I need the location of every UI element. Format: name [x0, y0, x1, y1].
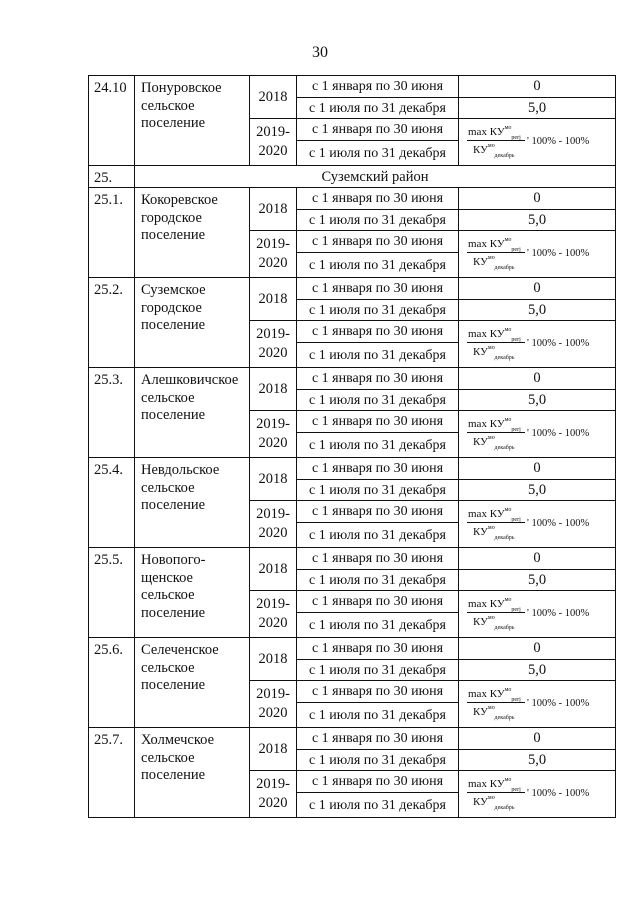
- ratio-formula: [459, 594, 615, 634]
- period-second-half: с 1 июля по 31 декабря: [297, 793, 459, 818]
- settlement-name-line: городское: [141, 299, 202, 316]
- page-number: 30: [312, 44, 328, 61]
- settlement-name-line: поселение: [141, 767, 206, 783]
- value-zero: 0: [459, 638, 616, 660]
- formula-max: max: [468, 418, 487, 430]
- formula-ku: КУ: [489, 778, 505, 790]
- year-end: 2020: [258, 525, 288, 541]
- row-number: 25.3.: [89, 368, 135, 458]
- settlement-name: [135, 188, 250, 278]
- settlement-name-line: сельское: [141, 749, 195, 766]
- row-number: 24.10: [89, 76, 135, 166]
- district-number: 25.: [89, 166, 135, 188]
- settlement-name-line: сельское: [141, 97, 195, 114]
- formula-cell: [459, 231, 616, 278]
- formula-ku: КУ: [473, 796, 488, 808]
- row-number: 25.2.: [89, 278, 135, 368]
- tariff-table: [88, 75, 616, 818]
- row-number: 25.6.: [89, 638, 135, 728]
- formula-sup: мо: [504, 417, 512, 423]
- formula-sup: мо: [487, 435, 495, 441]
- settlement-name: [135, 728, 250, 818]
- year-2018: 2018: [250, 638, 297, 681]
- formula-denominator: [473, 704, 515, 723]
- settlement-name-line: поселение: [141, 604, 206, 621]
- period-second-half: с 1 июля по 31 декабря: [297, 433, 459, 458]
- formula-denominator: [473, 344, 515, 363]
- period-second-half: с 1 июля по 31 декабря: [297, 210, 459, 231]
- formula-cell: [459, 771, 616, 818]
- fraction-bar: [467, 342, 525, 343]
- year-start: 2019-: [256, 776, 290, 792]
- settlement-name-line: поселение: [141, 677, 206, 693]
- settlement-name: [135, 458, 250, 548]
- value-zero: 0: [459, 368, 616, 390]
- period-first-half: с 1 января по 30 июня: [297, 681, 459, 703]
- period-second-half: с 1 июля по 31 декабря: [297, 703, 459, 728]
- year-range: [250, 505, 296, 543]
- year-2019-2020: [250, 771, 297, 818]
- period-second-half: с 1 июля по 31 декабря: [297, 98, 459, 119]
- formula-tail: ' 100% - 100%: [527, 338, 590, 349]
- formula-sub: декабрь: [494, 355, 515, 361]
- formula-sub: декабрь: [494, 625, 515, 631]
- year-end: 2020: [258, 345, 288, 361]
- formula-cell: [459, 119, 616, 166]
- ratio-formula: [459, 414, 615, 454]
- year-2018: 2018: [250, 76, 297, 119]
- settlement-name-line: сельское: [141, 659, 195, 676]
- period-first-half: с 1 января по 30 июня: [297, 76, 459, 98]
- year-end: 2020: [258, 435, 288, 451]
- row-number: 25.7.: [89, 728, 135, 818]
- fraction-bar: [467, 612, 525, 613]
- table-row: [89, 548, 616, 570]
- formula-max: max: [468, 688, 487, 700]
- period-second-half: с 1 июля по 31 декабря: [297, 750, 459, 771]
- formula-denominator: [473, 254, 515, 273]
- year-2018: 2018: [250, 458, 297, 501]
- period-first-half: с 1 января по 30 июня: [297, 501, 459, 523]
- table-row: [89, 278, 616, 300]
- fraction-bar: [467, 702, 525, 703]
- formula-denominator: [473, 524, 515, 543]
- year-2018: 2018: [250, 548, 297, 591]
- value-zero: 0: [459, 76, 616, 98]
- period-first-half: с 1 января по 30 июня: [297, 458, 459, 480]
- district-name: Суземский район: [135, 166, 616, 188]
- year-2018: 2018: [250, 728, 297, 771]
- table-row: [89, 458, 616, 480]
- value-five: 5,0: [459, 750, 616, 771]
- year-start: 2019-: [256, 326, 290, 342]
- year-range: [250, 415, 296, 453]
- formula-max: max: [468, 598, 487, 610]
- fraction-bar: [467, 252, 525, 253]
- formula-max: max: [468, 778, 487, 790]
- period-first-half: с 1 января по 30 июня: [297, 321, 459, 343]
- settlement-name-line: сельское: [141, 479, 195, 496]
- table-body: [89, 76, 616, 818]
- year-range: [250, 775, 296, 813]
- formula-max: max: [468, 238, 487, 250]
- table-row: [89, 76, 616, 98]
- period-second-half: с 1 июля по 31 декабря: [297, 480, 459, 501]
- formula-sub: реrj: [511, 337, 521, 343]
- year-2019-2020: [250, 411, 297, 458]
- formula-sub: реrj: [511, 427, 521, 433]
- period-second-half: с 1 июля по 31 декабря: [297, 343, 459, 368]
- year-start: 2019-: [256, 236, 290, 252]
- formula-tail: ' 100% - 100%: [527, 518, 590, 529]
- year-start: 2019-: [256, 124, 290, 140]
- formula-ku: КУ: [489, 688, 505, 700]
- ratio-formula: [459, 774, 615, 814]
- year-2018: 2018: [250, 188, 297, 231]
- year-2019-2020: [250, 321, 297, 368]
- formula-tail: ' 100% - 100%: [527, 788, 590, 799]
- ratio-formula: [459, 122, 615, 162]
- settlement-name: [135, 638, 250, 728]
- settlement-name-line: Понуровское: [141, 80, 222, 96]
- formula-ku: КУ: [489, 238, 505, 250]
- value-five: 5,0: [459, 390, 616, 411]
- formula-denominator: [473, 142, 515, 161]
- formula-ku: КУ: [473, 526, 488, 538]
- formula-max: max: [468, 508, 487, 520]
- formula-cell: [459, 411, 616, 458]
- formula-max: max: [468, 328, 487, 340]
- settlement-name-line: Кокоревское: [141, 192, 218, 208]
- year-start: 2019-: [256, 506, 290, 522]
- ratio-formula: [459, 504, 615, 544]
- formula-sup: мо: [487, 615, 495, 621]
- formula-tail: ' 100% - 100%: [527, 136, 590, 147]
- formula-sup: мо: [487, 795, 495, 801]
- formula-sub: реrj: [511, 697, 521, 703]
- district-row: [89, 166, 616, 188]
- formula-sub: декабрь: [494, 445, 515, 451]
- period-first-half: с 1 января по 30 июня: [297, 548, 459, 570]
- period-second-half: с 1 июля по 31 декабря: [297, 660, 459, 681]
- formula-tail: ' 100% - 100%: [527, 428, 590, 439]
- formula-sub: декабрь: [494, 715, 515, 721]
- formula-max: max: [468, 126, 487, 138]
- formula-sup: мо: [504, 327, 512, 333]
- formula-sup: мо: [487, 143, 495, 149]
- table-row: [89, 368, 616, 390]
- settlement-name: [135, 76, 250, 166]
- value-zero: 0: [459, 548, 616, 570]
- formula-sup: мо: [504, 237, 512, 243]
- formula-sub: декабрь: [494, 153, 515, 159]
- formula-sub: реrj: [511, 787, 521, 793]
- year-range: [250, 325, 296, 363]
- formula-ku: КУ: [489, 508, 505, 520]
- settlement-name-line: поселение: [141, 407, 206, 423]
- formula-ku: КУ: [473, 256, 488, 268]
- settlement-name: [135, 278, 250, 368]
- year-range: [250, 685, 296, 723]
- formula-sub: декабрь: [494, 805, 515, 811]
- formula-sub: декабрь: [494, 535, 515, 541]
- formula-ku: КУ: [489, 598, 505, 610]
- table-row: [89, 728, 616, 750]
- year-2018: 2018: [250, 278, 297, 321]
- period-first-half: с 1 января по 30 июня: [297, 119, 459, 141]
- fraction-bar: [467, 432, 525, 433]
- formula-sup: мо: [504, 125, 512, 131]
- formula-denominator: [473, 794, 515, 813]
- formula-ku: КУ: [473, 706, 488, 718]
- value-five: 5,0: [459, 660, 616, 681]
- formula-sub: реrj: [511, 517, 521, 523]
- formula-ku: КУ: [473, 436, 488, 448]
- year-end: 2020: [258, 795, 288, 811]
- settlement-name-line: щенское: [141, 569, 193, 586]
- settlement-name-line: Невдольское: [141, 462, 220, 478]
- year-start: 2019-: [256, 596, 290, 612]
- settlement-name-line: поселение: [141, 115, 206, 131]
- formula-cell: [459, 321, 616, 368]
- period-second-half: с 1 июля по 31 декабря: [297, 390, 459, 411]
- period-first-half: с 1 января по 30 июня: [297, 278, 459, 300]
- settlement-name-line: сельское: [141, 389, 195, 406]
- formula-sub: реrj: [511, 607, 521, 613]
- year-2018: 2018: [250, 368, 297, 411]
- formula-tail: ' 100% - 100%: [527, 698, 590, 709]
- formula-sub: реrj: [511, 247, 521, 253]
- formula-sup: мо: [504, 507, 512, 513]
- ratio-formula: [459, 234, 615, 274]
- formula-sup: мо: [504, 597, 512, 603]
- period-first-half: с 1 января по 30 июня: [297, 771, 459, 793]
- formula-tail: ' 100% - 100%: [527, 608, 590, 619]
- formula-ku: КУ: [489, 126, 505, 138]
- year-start: 2019-: [256, 416, 290, 432]
- formula-ku: КУ: [489, 418, 505, 430]
- year-start: 2019-: [256, 686, 290, 702]
- formula-denominator: [473, 434, 515, 453]
- value-zero: 0: [459, 458, 616, 480]
- formula-ku: КУ: [473, 144, 488, 156]
- value-zero: 0: [459, 188, 616, 210]
- period-second-half: с 1 июля по 31 декабря: [297, 523, 459, 548]
- fraction-bar: [467, 140, 525, 141]
- year-2019-2020: [250, 591, 297, 638]
- value-zero: 0: [459, 728, 616, 750]
- ratio-formula: [459, 684, 615, 724]
- formula-sub: декабрь: [494, 265, 515, 271]
- formula-sup: мо: [487, 345, 495, 351]
- period-first-half: с 1 января по 30 июня: [297, 411, 459, 433]
- period-second-half: с 1 июля по 31 декабря: [297, 613, 459, 638]
- settlement-name-line: городское: [141, 209, 202, 226]
- settlement-name-line: сельское: [141, 587, 195, 603]
- formula-tail: ' 100% - 100%: [527, 248, 590, 259]
- year-range: [250, 123, 296, 161]
- period-second-half: с 1 июля по 31 декабря: [297, 300, 459, 321]
- settlement-name-line: Новопого-: [141, 552, 206, 568]
- formula-cell: [459, 681, 616, 728]
- value-five: 5,0: [459, 300, 616, 321]
- settlement-name-line: Селеченское: [141, 642, 219, 658]
- formula-cell: [459, 591, 616, 638]
- year-2019-2020: [250, 681, 297, 728]
- period-first-half: с 1 января по 30 июня: [297, 368, 459, 390]
- value-zero: 0: [459, 278, 616, 300]
- settlement-name-line: Холмечское: [141, 732, 215, 748]
- table-row: [89, 188, 616, 210]
- settlement-name: [135, 548, 250, 638]
- period-first-half: с 1 января по 30 июня: [297, 231, 459, 253]
- period-second-half: с 1 июля по 31 декабря: [297, 253, 459, 278]
- year-2019-2020: [250, 231, 297, 278]
- year-2019-2020: [250, 119, 297, 166]
- settlement-name-line: Алешковичское: [141, 372, 239, 388]
- year-range: [250, 235, 296, 273]
- formula-sup: мо: [504, 687, 512, 693]
- year-end: 2020: [258, 705, 288, 721]
- value-five: 5,0: [459, 480, 616, 501]
- row-number: 25.1.: [89, 188, 135, 278]
- year-range: [250, 595, 296, 633]
- value-five: 5,0: [459, 570, 616, 591]
- formula-sup: мо: [487, 705, 495, 711]
- formula-ku: КУ: [473, 346, 488, 358]
- year-end: 2020: [258, 255, 288, 271]
- formula-ku: КУ: [473, 616, 488, 628]
- formula-ku: КУ: [489, 328, 505, 340]
- settlement-name-line: поселение: [141, 317, 206, 333]
- formula-sup: мо: [504, 777, 512, 783]
- value-five: 5,0: [459, 98, 616, 119]
- period-first-half: с 1 января по 30 июня: [297, 188, 459, 210]
- year-end: 2020: [258, 615, 288, 631]
- settlement-name-line: поселение: [141, 497, 206, 513]
- year-end: 2020: [258, 143, 288, 159]
- settlement-name-line: поселение: [141, 227, 206, 243]
- formula-sup: мо: [487, 255, 495, 261]
- formula-cell: [459, 501, 616, 548]
- formula-sup: мо: [487, 525, 495, 531]
- settlement-name: [135, 368, 250, 458]
- period-second-half: с 1 июля по 31 декабря: [297, 141, 459, 166]
- period-first-half: с 1 января по 30 июня: [297, 728, 459, 750]
- fraction-bar: [467, 792, 525, 793]
- formula-sub: реrj: [511, 135, 521, 141]
- row-number: 25.4.: [89, 458, 135, 548]
- table-row: [89, 638, 616, 660]
- year-2019-2020: [250, 501, 297, 548]
- period-first-half: с 1 января по 30 июня: [297, 638, 459, 660]
- period-second-half: с 1 июля по 31 декабря: [297, 570, 459, 591]
- fraction-bar: [467, 522, 525, 523]
- ratio-formula: [459, 324, 615, 364]
- formula-denominator: [473, 614, 515, 633]
- settlement-name-line: Суземское: [141, 282, 206, 298]
- row-number: 25.5.: [89, 548, 135, 638]
- value-five: 5,0: [459, 210, 616, 231]
- period-first-half: с 1 января по 30 июня: [297, 591, 459, 613]
